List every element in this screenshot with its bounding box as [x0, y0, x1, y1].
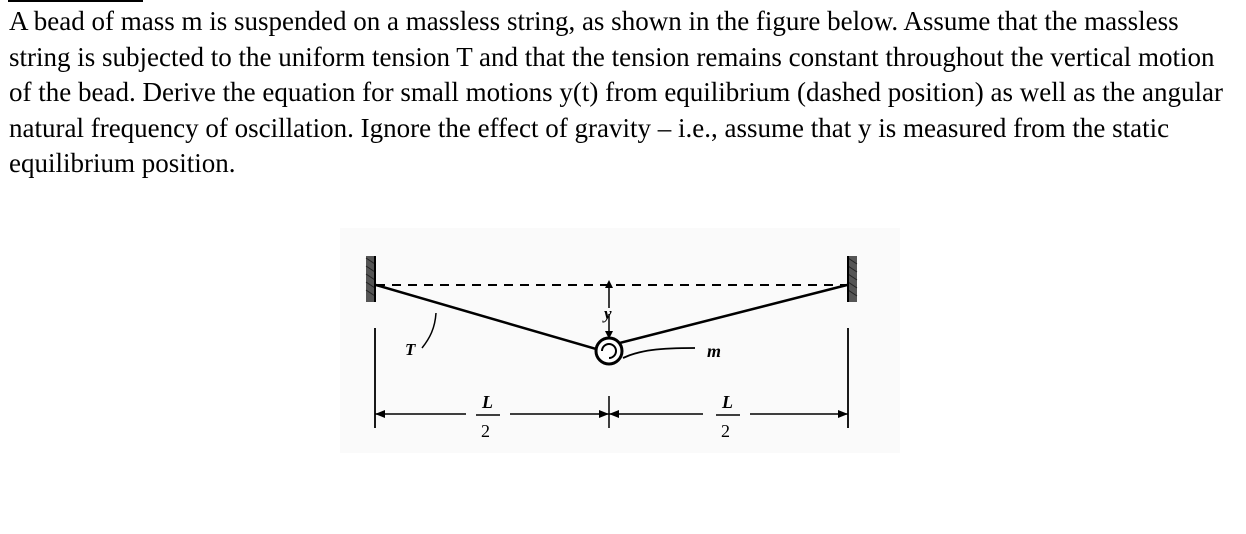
right-span-denominator: 2 — [721, 421, 730, 441]
right-wall-support — [848, 256, 857, 302]
left-wall-support — [366, 256, 375, 302]
bead-string-figure — [340, 228, 900, 453]
mass-label: m — [707, 341, 722, 361]
figure-background — [340, 228, 900, 453]
tension-label: T — [405, 340, 416, 359]
bead — [596, 338, 622, 364]
left-span-denominator: 2 — [481, 421, 490, 441]
top-rule — [8, 0, 143, 2]
problem-statement: A bead of mass m is suspended on a massless string, as shown in the figure below. Assume that the massless string is subjected to the uniform tension T and that the tension remains constant throughout the vertical motion of the bead. Derive the equation for small motions y(t) from equilibrium (dashed position) as well as the angular natural frequency of oscillation. Ignore the effect of gravity – i.e., assume that y is measured from the static equilibrium position. — [9, 6, 1223, 178]
left-span-numerator: L — [482, 392, 493, 412]
displacement-label: y — [604, 304, 612, 323]
right-span-numerator: L — [722, 392, 733, 412]
figure-canvas — [340, 228, 900, 453]
